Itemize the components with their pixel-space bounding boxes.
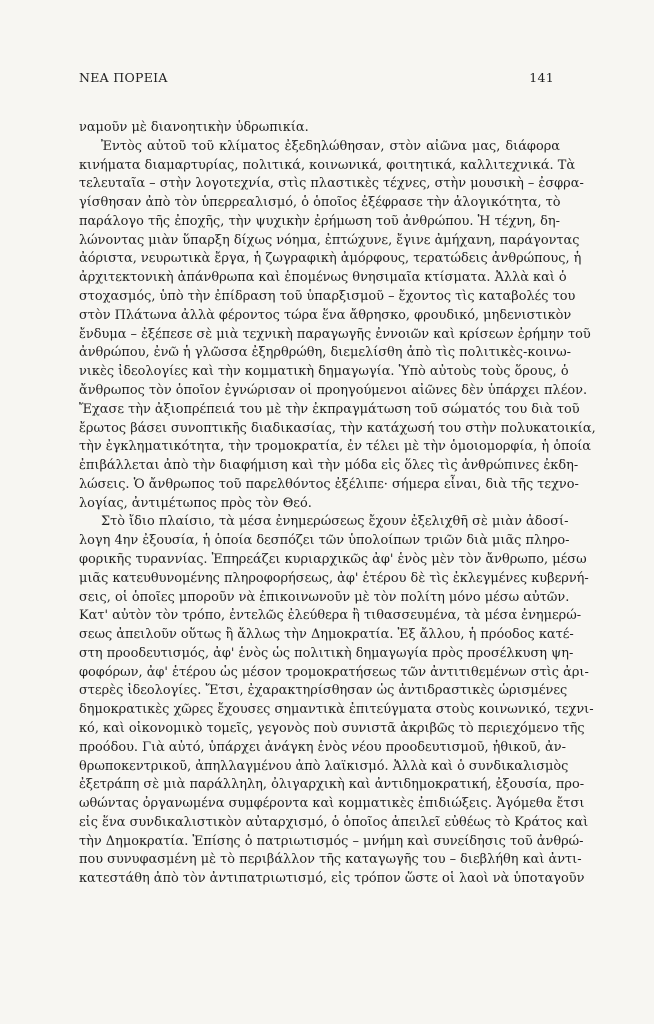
text-line: ἔνδυμα – ἐξέπεσε σὲ μιὰ τεχνικὴ παραγωγῆς ἐννοιῶν καὶ κρίσεων ἐρήμην τοῦ <box>79 326 591 342</box>
text-line: Ἔχασε τὴν ἀξιοπρέπειά του μὲ τὴν ἐκπραγμάτωση τοῦ σώματός του διὰ τοῦ <box>79 401 580 417</box>
text-line: ἀνθρώπου, ἐνῶ ἡ γλῶσσα ἐξηρθρώθη, διεμελίσθη ἀπὸ τὶς πολιτικὲς-κοινω- <box>79 345 571 361</box>
page-number: 141 <box>529 70 554 85</box>
text-line: στοχασμός, ὑπὸ τὴν ἐπίδραση τοῦ ὑπαρξισμοῦ – ἔχοντος τὶς καταβολές του <box>79 289 576 305</box>
text-line: προόδου. Γιὰ αὐτό, ὑπάρχει ἀνάγκη ἑνὸς νέου προοδευτισμοῦ, ἠθικοῦ, ἀν- <box>79 739 566 755</box>
text-line: νικὲς ἰδεολογίες καὶ τὴν κομματικὴ δημαγωγία. Ὑπὸ αὐτοὺς τοὺς ὅρους, ὁ <box>79 364 569 380</box>
text-line: ναμοῦν μὲ διανοητικὴν ὑδρωπικία. <box>79 120 309 135</box>
text-line: τελευταῖα – στὴν λογοτεχνία, στὶς πλαστικὲς τέχνες, στὴν μουσικὴ – ἐσφρα- <box>79 176 584 192</box>
text-line: ἐπιβάλλεται ἀπὸ τὴν διαφήμιση καὶ τὴν μόδα εἰς ὅλες τὶς ἀνθρώπινες ἐκδη- <box>79 458 579 474</box>
text-line: ἄνθρωπος τὸν ὁποῖον ἐγνώρισαν οἱ προηγούμενοι αἰῶνες δὲν ὑπάρχει πλέον. <box>79 382 588 398</box>
body-text <box>79 119 596 889</box>
text-line: φοφόρων, ἀφ' ἑτέρου ὡς μέσον τρομοκρατήσεως τῶν ἀντιτιθεμένων στὶς ἀρι- <box>79 664 589 680</box>
text-line: τὴν ἐγκληματικότητα, τὴν τρομοκρατία, ἐν τέλει μὲ τὴν ὁμοιομορφία, ἡ ὁποία <box>79 439 591 455</box>
text-line: σεις, οἱ ὁποῖες μποροῦν νὰ ἐπικοινωνοῦν μὲ τὸν πολίτη μόνο μέσω αὐτῶν. <box>79 589 570 605</box>
text-line: στη προοδευτισμός, ἀφ' ἑνὸς ὡς πολιτικὴ δημαγωγία πρὸς προσέλκυση ψη- <box>79 645 574 661</box>
text-line: ἀρχιτεκτονικὴ ἀπάνθρωπα καὶ ἑπομένως θνησιμαῖα κτίσματα. Ἀλλὰ καὶ ὁ <box>79 270 567 286</box>
text-line: λώσεις. Ὁ ἄνθρωπος τοῦ παρελθόντος ἐξέλιπε· σήμερα εἶναι, διὰ τῆς τεχνο- <box>79 476 579 492</box>
text-line: που συνυφασμένη μὲ τὸ περιβάλλον τῆς καταγωγῆς του – διεβλήθη καὶ ἀντι- <box>79 852 582 868</box>
text-line: κό, καὶ οἰκονομικὸ τομεῖς, γεγονὸς ποὺ συνιστᾶ ἀκριβῶς τὸ περιεχόμενο τῆς <box>79 721 585 736</box>
text-line: Κατ' αὐτὸν τὸν τρόπο, ἐντελῶς ἐλεύθερα ἢ τιθασσευμένα, τὰ μέσα ἐνημερώ- <box>79 608 582 624</box>
text-line: ἀόριστα, νευρωτικὰ ἔργα, ἡ ζωγραφικὴ ἀμόρφους, τερατώδεις ἀνθρώπους, ἡ <box>79 251 582 267</box>
text-line: σεως ἀπειλοῦν οὕτως ἢ ἄλλως τὴν Δημοκρατία. Ἐξ ἄλλου, ἡ πρόοδος κατέ- <box>79 627 574 643</box>
text-line: κινήματα διαμαρτυρίας, πολιτικά, κοινωνικά, φοιτητικά, καλλιτεχνικά. Τὰ <box>79 157 576 173</box>
text-line: γίσθησαν ἀπὸ τὸν ὑπερρεαλισμό, ὁ ὁποῖος ἐξέφρασε τὴν ἀλογικότητα, τὸ <box>79 195 561 211</box>
text-line: μιᾶς κατευθυνομένης πληροφορήσεως, ἀφ' ἑτέρου δὲ τὶς ἐκλεγμένες κυβερνή- <box>79 570 589 586</box>
text-line: δημοκρατικὲς χῶρες ἔχουσες σημαντικὰ ἐπιτεύγματα στοὺς κοινωνικό, τεχνι- <box>79 702 594 718</box>
text-line: φορικῆς τυραννίας. Ἐπηρεάζει κυριαρχικῶς ἀφ' ἑνὸς μὲν τὸν ἄνθρωπο, μέσω <box>79 551 587 567</box>
text-line: ωθώντας ὀργανωμένα συμφέροντα καὶ κομματικὲς ἐπιδιώξεις. Ἀγόμεθα ἔτσι <box>79 796 585 812</box>
text-line: ἐξετράπη σὲ μιὰ παράλληλη, ὀλιγαρχικὴ καὶ ἀντιδημοκρατική, ἐξουσία, προ- <box>79 777 585 793</box>
text-line: τὴν Δημοκρατία. Ἐπίσης ὁ πατριωτισμός – μνήμη καὶ συνείδησις τοῦ ἀνθρώ- <box>79 833 584 849</box>
page-header <box>79 70 554 85</box>
text-line: εἰς ἕνα συνδικαλιστικὸν αὐταρχισμό, ὁ ὁποῖος ἀπειλεῖ εὐθέως τὸ Κράτος καὶ <box>79 814 589 830</box>
text-line: λώνοντας μιὰν ὕπαρξη δίχως νόημα, ἐπτώχυνε, ἔγινε ἀμήχανη, παράγοντας <box>79 232 580 248</box>
text-line: λογίας, ἀντιμέτωπος πρὸς τὸν Θεό. <box>79 495 312 511</box>
text-line: ἔρωτος βάσει συνοπτικῆς διαδικασίας, τὴν κατάχωσή του στὴν πολυκατοικία, <box>79 420 596 436</box>
text-line: στερὲς ἰδεολογίες. Ἔτσι, ἐχαρακτηρίσθησαν ὡς ἀντιδραστικὲς ὡρισμένες <box>79 683 568 699</box>
text-line: στὸν Πλάτωνα ἀλλὰ φέροντος τώρα ἕνα ἄθρησκο, φρουδικό, μηδενιστικὸν <box>79 307 572 323</box>
text-line: λογη 4ην ἐξουσία, ἡ ὁποία δεσπόζει τῶν ὑπολοίπων τριῶν διὰ μιᾶς πληρο- <box>79 533 570 549</box>
text-line: παράλογο τῆς ἐποχῆς, τὴν ψυχικὴν ἐρήμωση τοῦ ἀνθρώπου. Ἡ τέχνη, δη- <box>79 213 560 229</box>
running-title: ΝΕΑ ΠΟΡΕΙΑ <box>79 70 168 85</box>
text-line: Ἐντὸς αὐτοῦ τοῦ κλίματος ἐξεδηλώθησαν, στὸν αἰῶνα μας, διάφορα <box>101 138 560 154</box>
text-line: Στὸ ἴδιο πλαίσιο, τὰ μέσα ἐνημερώσεως ἔχουν ἐξελιχθῆ σὲ μιὰν ἀδοσί- <box>101 514 569 530</box>
text-line: θρωποκεντρικοῦ, ἀπηλλαγμένου ἀπὸ λαϊκισμό. Ἀλλὰ καὶ ὁ συνδικαλισμὸς <box>79 758 569 774</box>
text-line: κατεστάθη ἀπὸ τὸν ἀντιπατριωτισμό, εἰς τρόπον ὥστε οἱ λαοὶ νὰ ὑποταγοῦν <box>79 871 585 887</box>
